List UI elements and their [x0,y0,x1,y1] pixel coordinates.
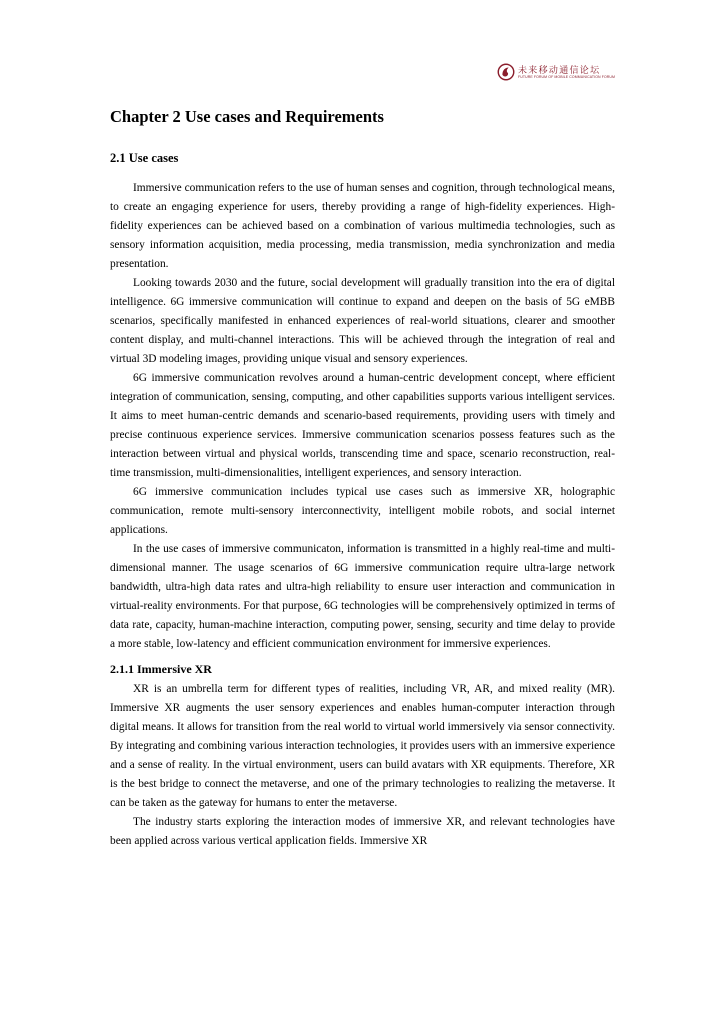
paragraph: Immersive communication refers to the use of human senses and cognition, through technological means, to create an engaging experience for users, thereby providing a range of high-fidelity experiences. High-fidelity experiences can be achieved based on a combination of various multimedia technologies, such as sensory information acquisition, media processing, media transmission, media synchronization and media presentation. [110,182,615,270]
chapter-title: Chapter 2 Use cases and Requirements [110,107,384,126]
paragraph: 6G immersive communication revolves around a human-centric development concept, where efficient integration of communication, sensing, computing, and other capabilities supports various intelligent services. It aims to meet human-centric demands and scenario-based requirements, providing users with timely and precise continuous experience services. Immersive communication scenarios possess features such as the interaction between virtual and physical worlds, transcending time and space, scenario reconstruction, real-time transmission, multi-dimensionalities, intelligent experiences, and sensory interaction. [110,372,615,479]
paragraph: Looking towards 2030 and the future, social development will gradually transition into the era of digital intelligence. 6G immersive communication will continue to expand and deepen on the basis of 5G eMBB scenarios, specifically manifested in enhanced experiences of real-world situations, clearer and smoother content display, and multi-channel interactions. This will be achieved through the integration of real and virtual 3D modeling images, providing unique visual and sensory experiences. [110,277,615,365]
paragraph: XR is an umbrella term for different types of realities, including VR, AR, and mixed reality (MR). Immersive XR augments the user sensory experiences and enables human-computer interaction through digital means. It allows for transition from the real world to virtual world immersively via sensor connectivity. By integrating and combining various interaction technologies, it provides users with an immersive experience and a sense of reality. In the virtual environment, users can build avatars with XR equipments. Therefore, XR is the best bridge to connect the metaverse, and one of the primary technologies to realizing the metaverse. It can be taken as the gateway for humans to enter the metaverse. [110,683,615,809]
section-title: 2.1 Use cases [110,151,179,165]
page-content [110,106,615,851]
logo-text-en: FUTURE FORUM OF MOBILE COMMUNICATION FORUM [518,74,616,79]
paragraph: 6G immersive communication includes typical use cases such as immersive XR, holographic communication, remote multi-sensory interconnectivity, intelligent mobile robots, and social internet applications. [110,486,615,536]
paragraph: The industry starts exploring the interaction modes of immersive XR, and relevant technologies have been applied across various vertical application fields. Immersive XR [110,816,615,847]
subsection-title: 2.1.1 Immersive XR [110,662,212,676]
paragraph: In the use cases of immersive communicaton, information is transmitted in a highly real-time and multi-dimensional manner. The usage scenarios of 6G immersive communication require ultra-large network bandwidth, ultra-high data rates and ultra-high reliability to ensure user interaction and communication in virtual-reality environments. For that purpose, 6G technologies will be comprehensively optimized in terms of data rate, capacity, human-machine interaction, computing power, sensing, security and time delay to provide a more stable, low-latency and efficient communication environment for immersive experiences. [110,543,615,650]
logo-text-cn: 未来移动通信论坛 [518,64,601,75]
logo-text [518,65,615,80]
header-logo [497,61,615,83]
forum-logo-icon [497,63,515,81]
